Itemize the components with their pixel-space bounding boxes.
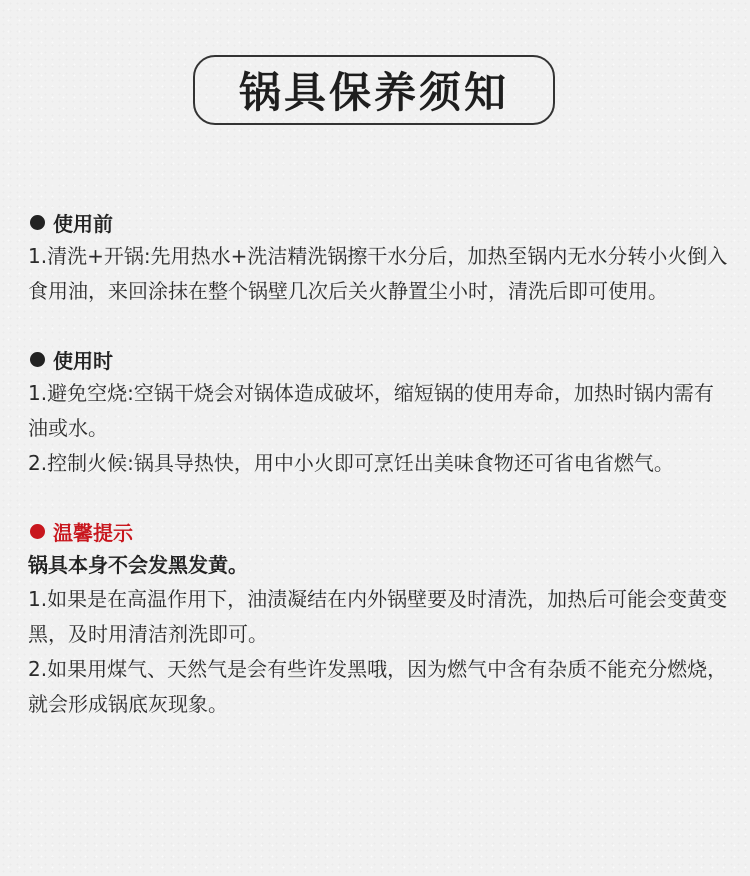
paragraph: 1.如果是在高温作用下，油渍凝结在内外锅壁要及时清洗，加热后可能会变黄变黑，及时用清洁剂洗即可。 [28, 587, 728, 646]
section-heading [28, 514, 728, 548]
page-title: 锅具保养须知 [238, 68, 509, 117]
paragraph: 1.避免空烧:空锅干烧会对锅体造成破坏，缩短锅的使用寿命，加热时锅内需有油或水。 [28, 381, 714, 440]
section-heading-label: 使用时 [53, 348, 113, 373]
section-heading [28, 205, 728, 239]
paragraph: 2.如果用煤气、天然气是会有些许发黑哦，因为燃气中含有杂质不能充分燃烧，就会形成锅底灰现象。 [28, 657, 728, 716]
paragraph: 1.清洗+开锅:先用热水+洗洁精洗锅擦干水分后，加热至锅内无水分转小火倒入食用油，来回涂抹在整个锅壁几次后关火静置尘小时，清洗后即可使用。 [28, 244, 728, 303]
title-frame [193, 55, 555, 125]
section-tips [28, 514, 728, 722]
bullet-dot-icon [30, 524, 45, 539]
section-before-use [28, 205, 728, 309]
bullet-dot-icon [30, 215, 45, 230]
paragraph: 2.控制火候:锅具导热快，用中小火即可烹饪出美味食物还可省电省燃气。 [28, 451, 674, 475]
section-heading [28, 342, 728, 376]
section-heading-label: 使用前 [53, 211, 113, 236]
content [28, 205, 728, 755]
section-heading-label: 温馨提示 [53, 520, 133, 545]
tips-subheading: 锅具本身不会发黑发黄。 [28, 553, 248, 577]
section-during-use [28, 342, 728, 481]
bullet-dot-icon [30, 352, 45, 367]
